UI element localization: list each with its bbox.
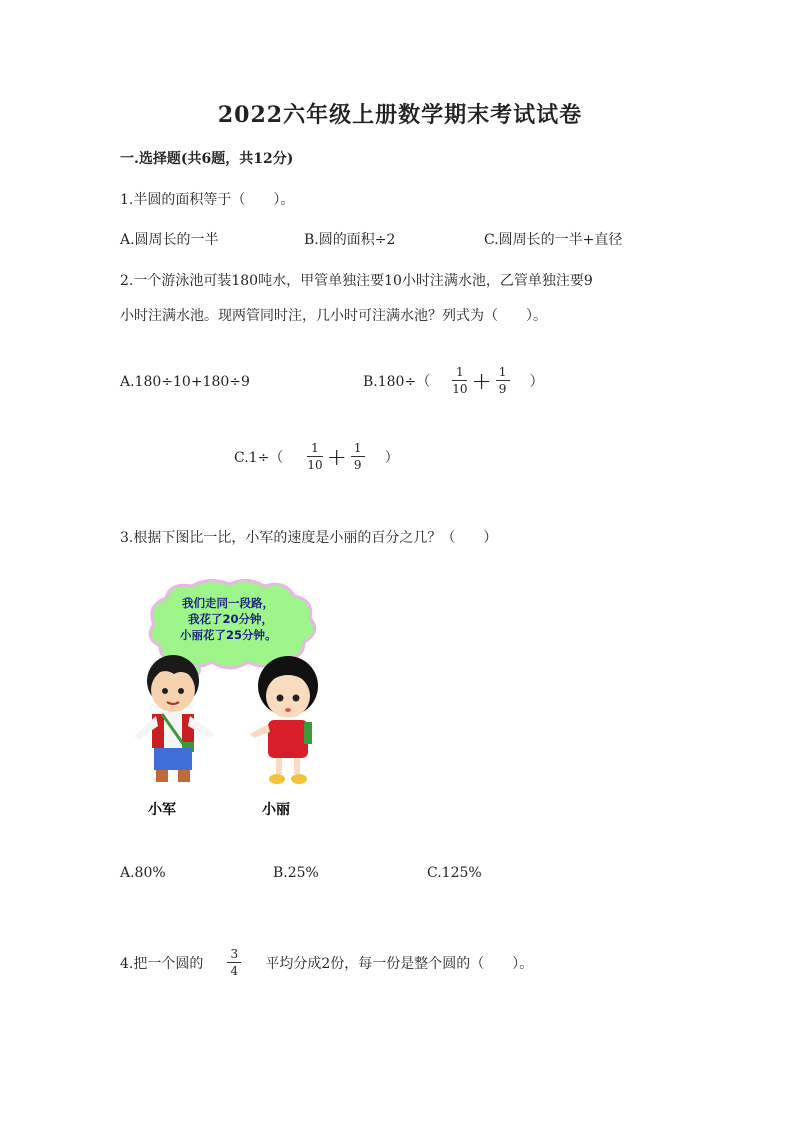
fraction-denominator: 9 [498, 382, 507, 396]
closing-paren: ） [529, 373, 544, 390]
fraction-one-ninth [496, 365, 510, 396]
question-2-option-b [363, 365, 544, 396]
fraction-bar [227, 962, 241, 963]
fraction-bar [452, 380, 467, 381]
fraction-denominator: 10 [452, 382, 468, 396]
fraction-denominator: 9 [353, 458, 362, 472]
fraction-denominator: 10 [307, 458, 323, 472]
bubble-line-2: 我花了20分钟， [188, 612, 274, 626]
fraction-numerator: 1 [311, 441, 319, 455]
question-4-prefix: 4.把一个圆的 [120, 955, 204, 972]
cartoon-illustration [118, 576, 338, 826]
question-1-option-a: A.圆周长的一半 [120, 232, 219, 248]
fraction-bar [496, 380, 510, 381]
girl-figure [250, 656, 318, 784]
question-3-option-b: B.25% [273, 865, 319, 881]
fraction-bar [307, 456, 322, 457]
fraction-one-tenth [307, 441, 322, 472]
question-2-stem-line1: 2.一个游泳池可装180吨水，甲管单独注要10小时注满水池，乙管单独注要9 [120, 273, 593, 289]
boy-figure [134, 655, 214, 782]
question-4-suffix: 平均分成2份，每一份是整个圆的（ ）。 [265, 955, 534, 972]
fraction-bar [351, 456, 365, 457]
page-title: 2022六年级上册数学期末考试试卷 [217, 102, 583, 128]
question-2-stem-line2: 小时注满水池。现两管同时注，几小时可注满水池？列式为（ ）。 [120, 308, 547, 324]
question-3-stem: 3.根据下图比一比，小军的速度是小丽的百分之几？（ ） [120, 530, 498, 546]
question-3-option-a: A.80% [120, 865, 166, 881]
question-4-stem [120, 947, 533, 978]
fraction-sum [452, 365, 509, 396]
fraction-numerator: 3 [230, 947, 239, 961]
plus-sign: + [471, 366, 492, 395]
option-c-prefix: C.1÷（ [234, 449, 284, 466]
girl-name-label: 小丽 [262, 802, 290, 818]
bubble-line-3: 小丽花了25分钟。 [180, 628, 277, 642]
section-heading: 一.选择题(共6题，共12分) [120, 151, 294, 167]
fraction-numerator: 1 [456, 365, 464, 379]
bubble-line-1: 我们走同一段路， [182, 596, 274, 610]
fraction-one-tenth [452, 365, 467, 396]
fraction-one-ninth [351, 441, 365, 472]
fraction-denominator: 4 [230, 964, 239, 978]
question-2-option-a: A.180÷10+180÷9 [120, 374, 250, 390]
plus-sign: + [326, 442, 347, 471]
fraction-sum [307, 441, 364, 472]
fraction-three-quarters [227, 947, 241, 978]
question-1-stem: 1.半圆的面积等于（ ）。 [120, 192, 295, 208]
question-3-option-c: C.125% [427, 865, 482, 881]
boy-name-label: 小军 [148, 802, 176, 818]
fraction-numerator: 1 [498, 365, 507, 379]
closing-paren: ） [384, 449, 399, 466]
option-b-prefix: B.180÷（ [363, 373, 431, 390]
question-1-option-c: C.圆周长的一半+直径 [484, 232, 623, 248]
fraction-numerator: 1 [353, 441, 362, 455]
question-1-option-b: B.圆的面积÷2 [304, 232, 396, 248]
question-2-option-c [234, 441, 399, 472]
